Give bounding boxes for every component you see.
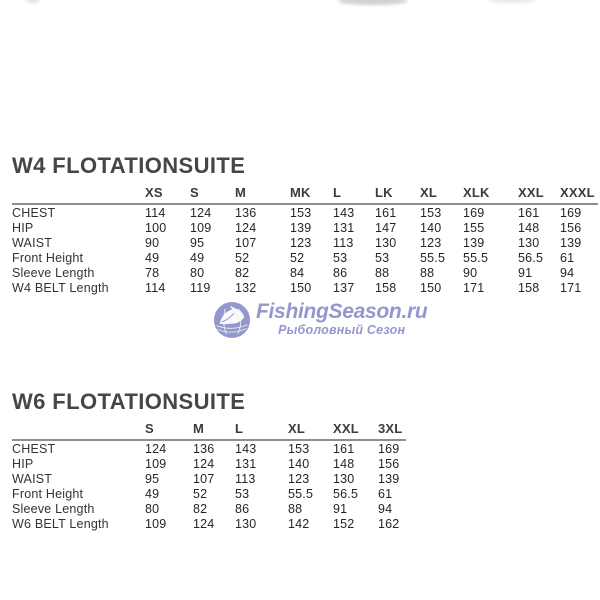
measurement-label: Sleeve Length — [12, 265, 95, 280]
measurement-value: 161 — [333, 441, 355, 456]
table-row — [12, 471, 406, 486]
measurement-value: 86 — [235, 501, 250, 516]
measurement-value: 113 — [333, 235, 354, 250]
measurement-value: 49 — [145, 486, 160, 501]
measurement-value: 123 — [420, 235, 442, 250]
measurement-value: 107 — [235, 235, 257, 250]
size-header: XXL — [518, 185, 560, 204]
measurement-value: 113 — [235, 471, 256, 486]
size-header: XL — [288, 421, 333, 440]
measurement-value: 90 — [463, 265, 478, 280]
size-header-blank — [12, 421, 145, 440]
measurement-value: 139 — [378, 471, 400, 486]
measurement-value: 152 — [333, 516, 355, 531]
table-row — [12, 486, 406, 501]
measurement-value: 142 — [288, 516, 310, 531]
measurement-value: 82 — [193, 501, 208, 516]
measurement-value: 53 — [235, 486, 250, 501]
measurement-value: 143 — [333, 205, 355, 220]
scan-smudge — [338, 0, 408, 5]
measurement-value: 119 — [190, 280, 211, 295]
measurement-value: 123 — [290, 235, 312, 250]
measurement-label: Sleeve Length — [12, 501, 95, 516]
measurement-value: 156 — [560, 220, 582, 235]
measurement-value: 95 — [145, 471, 160, 486]
measurement-value: 153 — [290, 205, 312, 220]
fish-globe-icon — [213, 301, 251, 339]
measurement-label: HIP — [12, 456, 34, 471]
size-header: M — [193, 421, 235, 440]
measurement-label: W4 BELT Length — [12, 280, 109, 295]
measurement-value: 139 — [463, 235, 485, 250]
measurement-value: 88 — [420, 265, 435, 280]
measurement-value: 61 — [560, 250, 575, 265]
measurement-label: WAIST — [12, 235, 53, 250]
measurement-value: 53 — [333, 250, 348, 265]
measurement-value: 156 — [378, 456, 400, 471]
measurement-value: 158 — [375, 280, 397, 295]
size-header: XXL — [333, 421, 378, 440]
measurement-value: 52 — [235, 250, 250, 265]
measurement-value: 100 — [145, 220, 167, 235]
measurement-value: 171 — [463, 280, 485, 295]
measurement-value: 78 — [145, 265, 160, 280]
measurement-label: WAIST — [12, 471, 53, 486]
table-row — [12, 265, 598, 280]
measurement-value: 91 — [333, 501, 348, 516]
size-header: 3XL — [378, 421, 406, 440]
measurement-value: 94 — [378, 501, 393, 516]
scan-smudge — [488, 0, 536, 3]
measurement-value: 148 — [333, 456, 355, 471]
w4-table-title: W4 FLOTATIONSUITE — [12, 153, 246, 178]
measurement-value: 109 — [190, 220, 212, 235]
scan-smudge — [26, 0, 40, 3]
size-header: L — [235, 421, 288, 440]
measurement-value: 86 — [333, 265, 348, 280]
measurement-value: 124 — [190, 205, 212, 220]
measurement-value: 169 — [463, 205, 485, 220]
table-row — [12, 501, 406, 516]
measurement-label: CHEST — [12, 205, 56, 220]
measurement-value: 139 — [290, 220, 312, 235]
measurement-value: 158 — [518, 280, 540, 295]
measurement-label: HIP — [12, 220, 34, 235]
measurement-value: 124 — [145, 441, 167, 456]
w4-section — [12, 155, 598, 295]
measurement-value: 131 — [235, 456, 257, 471]
measurement-value: 140 — [420, 220, 442, 235]
fishingseason-watermark — [213, 301, 427, 339]
size-header: XS — [145, 185, 190, 204]
measurement-value: 114 — [145, 205, 166, 220]
w6-table-title: W6 FLOTATIONSUITE — [12, 389, 246, 414]
measurement-value: 52 — [193, 486, 208, 501]
measurement-value: 150 — [290, 280, 312, 295]
measurement-value: 124 — [193, 456, 215, 471]
measurement-value: 109 — [145, 456, 167, 471]
measurement-value: 90 — [145, 235, 160, 250]
table-row — [12, 280, 598, 295]
measurement-value: 137 — [333, 280, 355, 295]
measurement-value: 124 — [193, 516, 215, 531]
size-header-blank — [12, 185, 145, 204]
measurement-label: Front Height — [12, 486, 84, 501]
measurement-value: 56.5 — [518, 250, 544, 265]
size-header: MK — [290, 185, 333, 204]
size-header: S — [190, 185, 235, 204]
watermark-subtitle: Рыболовный Сезон — [278, 323, 406, 338]
measurement-value: 136 — [235, 205, 257, 220]
measurement-value: 171 — [560, 280, 582, 295]
measurement-value: 80 — [145, 501, 160, 516]
measurement-value: 55.5 — [420, 250, 446, 265]
measurement-value: 56.5 — [333, 486, 359, 501]
measurement-value: 139 — [560, 235, 582, 250]
size-header: LK — [375, 185, 420, 204]
table-row — [12, 516, 406, 531]
measurement-value: 49 — [145, 250, 160, 265]
measurement-value: 150 — [420, 280, 442, 295]
measurement-value: 153 — [420, 205, 442, 220]
measurement-value: 91 — [518, 265, 533, 280]
measurement-value: 161 — [518, 205, 540, 220]
measurement-value: 147 — [375, 220, 397, 235]
measurement-label: W6 BELT Length — [12, 516, 109, 531]
measurement-value: 80 — [190, 265, 205, 280]
measurement-value: 169 — [378, 441, 400, 456]
measurement-value: 148 — [518, 220, 540, 235]
measurement-value: 55.5 — [463, 250, 489, 265]
measurement-label: Front Height — [12, 250, 84, 265]
measurement-value: 95 — [190, 235, 205, 250]
measurement-value: 162 — [378, 516, 400, 531]
measurement-value: 53 — [375, 250, 390, 265]
measurement-value: 130 — [235, 516, 257, 531]
table-row — [12, 440, 406, 456]
measurement-value: 88 — [375, 265, 390, 280]
measurement-value: 123 — [288, 471, 310, 486]
measurement-value: 132 — [235, 280, 257, 295]
measurement-value: 143 — [235, 441, 257, 456]
measurement-value: 131 — [333, 220, 355, 235]
table-row — [12, 220, 598, 235]
size-header: XXXL — [560, 185, 598, 204]
measurement-value: 130 — [333, 471, 355, 486]
measurement-value: 61 — [378, 486, 393, 501]
measurement-value: 155 — [463, 220, 485, 235]
measurement-value: 136 — [193, 441, 215, 456]
w6-size-table — [12, 421, 406, 531]
measurement-value: 88 — [288, 501, 303, 516]
measurement-value: 161 — [375, 205, 397, 220]
measurement-value: 107 — [193, 471, 215, 486]
measurement-value: 153 — [288, 441, 310, 456]
measurement-value: 52 — [290, 250, 305, 265]
watermark-text — [256, 301, 427, 338]
measurement-value: 84 — [290, 265, 305, 280]
size-header: S — [145, 421, 193, 440]
measurement-value: 82 — [235, 265, 250, 280]
size-header: M — [235, 185, 290, 204]
measurement-value: 130 — [518, 235, 540, 250]
table-row — [12, 235, 598, 250]
w6-section — [12, 391, 406, 531]
measurement-value: 55.5 — [288, 486, 314, 501]
measurement-value: 94 — [560, 265, 575, 280]
watermark-brand: FishingSeason.ru — [256, 300, 428, 323]
table-row — [12, 250, 598, 265]
measurement-label: CHEST — [12, 441, 56, 456]
size-header: XL — [420, 185, 463, 204]
table-row — [12, 456, 406, 471]
measurement-value: 130 — [375, 235, 397, 250]
measurement-value: 114 — [145, 280, 166, 295]
size-header: XLK — [463, 185, 518, 204]
measurement-value: 169 — [560, 205, 582, 220]
measurement-value: 49 — [190, 250, 205, 265]
measurement-value: 109 — [145, 516, 167, 531]
measurement-value: 140 — [288, 456, 310, 471]
table-row — [12, 204, 598, 220]
measurement-value: 124 — [235, 220, 257, 235]
w4-size-table — [12, 185, 598, 295]
size-header: L — [333, 185, 375, 204]
